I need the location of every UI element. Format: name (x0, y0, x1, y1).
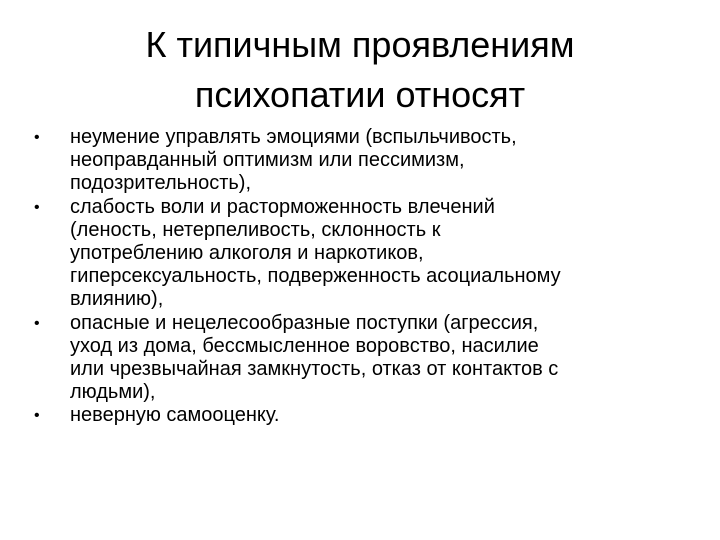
bullet-item (34, 404, 684, 427)
bullet-item (34, 312, 684, 405)
bullet-text (70, 312, 558, 405)
bullet-text-line: или чрезвычайная замкнутость, отказ от контактов с (70, 358, 559, 381)
bullet-icon: • (34, 407, 40, 425)
bullet-text-line: неумение управлять эмоциями (вспыльчивость, (70, 126, 517, 148)
bullet-item (34, 126, 684, 196)
bullet-text-line: употреблению алкоголя и наркотиков, (70, 242, 424, 265)
bullet-icon: • (34, 129, 40, 146)
bullet-text-line: людьми), (70, 381, 156, 404)
bullet-text-line: опасные и нецелесообразные поступки (агрессия, (70, 311, 539, 334)
bullet-text (70, 404, 279, 427)
bullet-text-line: неверную самооценку. (70, 404, 280, 427)
bullet-text (70, 126, 517, 196)
slide-title-line: К типичным проявлениям (145, 24, 575, 65)
bullet-icon: • (34, 198, 40, 216)
bullet-text-line: гиперсексуальность, подверженность асоциальному (70, 265, 561, 288)
bullet-text-line: уход из дома, бессмысленное воровство, насилие (70, 334, 539, 357)
slide-title-line: психопатии относят (194, 74, 526, 115)
bullet-text-line: неоправданный оптимизм или пессимизм, (70, 149, 465, 172)
bullet-text-line: слабость воли и расторможенность влечений (70, 195, 495, 218)
bullet-text-line: подозрительность), (70, 172, 251, 195)
bullet-text-line: влиянию), (70, 288, 164, 311)
bullet-text-line: (леность, нетерпеливость, склонность к (70, 218, 441, 241)
slide-title (60, 20, 660, 120)
bullet-item (34, 196, 684, 312)
bullet-icon: • (34, 314, 40, 332)
bullet-text (70, 196, 561, 312)
bullet-list (34, 126, 684, 428)
